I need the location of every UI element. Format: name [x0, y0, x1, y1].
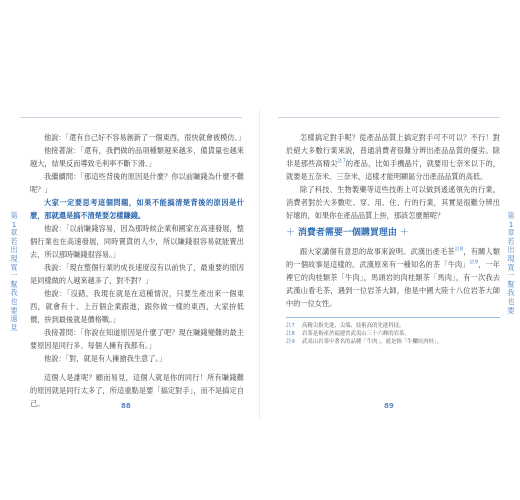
paragraph: 我接著問：「你說在知道原因是什麼了吧？現在賺錢變難的最主要原因是同行多、每個人擁有我都有。」 [30, 328, 244, 350]
paragraph: 跟大家講個有意思的故事來說明。武漢出產毛茶$^{註8}$，有關人類的一個故事是這樣的。武漢原來有一種知名的茶「牛肉」$^{註9}$，一年裡它的肉桂類茶「牛肉」，馬頭岩的肉桂類茶「馬肉」，有一次我去武漢山看毛茶，遇到一位岩茶大師，他是中國大陸十八位岩茶大師中的一位女性。 [286, 246, 500, 308]
left-page-body [30, 131, 244, 410]
paragraph: 他接著說：「還有，我們做的品項種類越來越多，備貨量也越來越大，結果反而導致毛利率不斷下滑。」 [30, 146, 244, 168]
page-number: 89 [384, 402, 394, 410]
paragraph: 我說：「現在整個行業的成長速度沒有以前快了，最重要的原因是同樣做的人越來越多了，對不對？」 [30, 263, 244, 285]
paragraph: 他說：「沒錯，我現在就是在這種情況，只要生產出來一個東西，就會有十、上百個企業跟進，跟你做一樣的東西，大家拚低價，拚到最後就是價格戰。」 [30, 289, 244, 324]
footnote-ref: 註8 [454, 246, 464, 253]
paragraph: 怎樣搞定對手呢？從產品品質上搞定對手可不可以？不行！對於絕大多數行業來說，普通消費者很難分辨出產品品質的優劣。除非是那些高精尖$^{註7}$的產品，比如手機晶片，就要用七奈米以下的，就要是五奈米、三奈米，這樣才能明顯區分出產品品質的高低。 [286, 133, 500, 181]
footnote: 註9 武夷山岩茶中著名的品種「牛肉」，就是指「牛欄坑肉桂」。 [286, 339, 443, 346]
right-page-body [286, 131, 500, 347]
paragraph: 這個人是誰呢？顧而易見，這個人就是你的同行！所有賺錢難的原因就是同行太多了，所這重點是要「搞定對手」，而不是搞定自己。 [30, 373, 244, 408]
paragraph: 他說：「以前賺錢容易，因為那時候企業和國家在高速發展，整個行業也在高速發展，同時賣貨的人少，所以賺錢很容易就能賣出去，所以那時賺錢很容易。」 [30, 224, 244, 259]
paragraph: 除了科技、生物製藥等這些技術上可以做到遙遙領先的行業，消費者對於大多數吃、穿、用、住、行的行業，其實是很難分辨出好壞的，如果你在產品品質上拚，那該怎麼辦呢？ [286, 185, 500, 220]
page-number: 88 [121, 402, 131, 410]
footnote-ref: 註9 [469, 259, 478, 266]
chapter-side-tab: 第1章 若出現買一幫我也要 遠見 [10, 211, 18, 332]
footnote: 註7 高精尖指先進、尖端、技術高的先進科技。 [286, 323, 405, 329]
right-page [260, 0, 520, 500]
plus-icon: ＋ [286, 228, 298, 238]
chapter-side-tab: 第1章 若出現買一幫我也要 [507, 211, 515, 315]
top-rule [20, 117, 242, 118]
paragraph: 我繼續問：「那這些背後的原因是什麼？你以前賺錢為什麼不難呢？」 [30, 172, 244, 194]
footnote-divider [286, 317, 500, 318]
footnote-ref: 註7 [337, 158, 346, 165]
section-heading: ＋ 消費者需要一個購買理由 ＋ [286, 228, 409, 238]
paragraph-highlight: 大家一定要思考這個問題，如果不能搞清楚背後的原因是什麼，那就還是搞不清楚要怎樣賺錢。 [30, 198, 244, 220]
top-rule [278, 117, 500, 118]
footnote: 註8 岩茶是指產於福建省武夷山三十六峰的岩茶。 [286, 331, 410, 338]
paragraph: 他說：「對，就是有人擁搶我生意了。」 [44, 354, 167, 363]
paragraph: 他說：「還有自己好不容易創新了一個東西，很快就會被模仿。」 [44, 133, 246, 142]
